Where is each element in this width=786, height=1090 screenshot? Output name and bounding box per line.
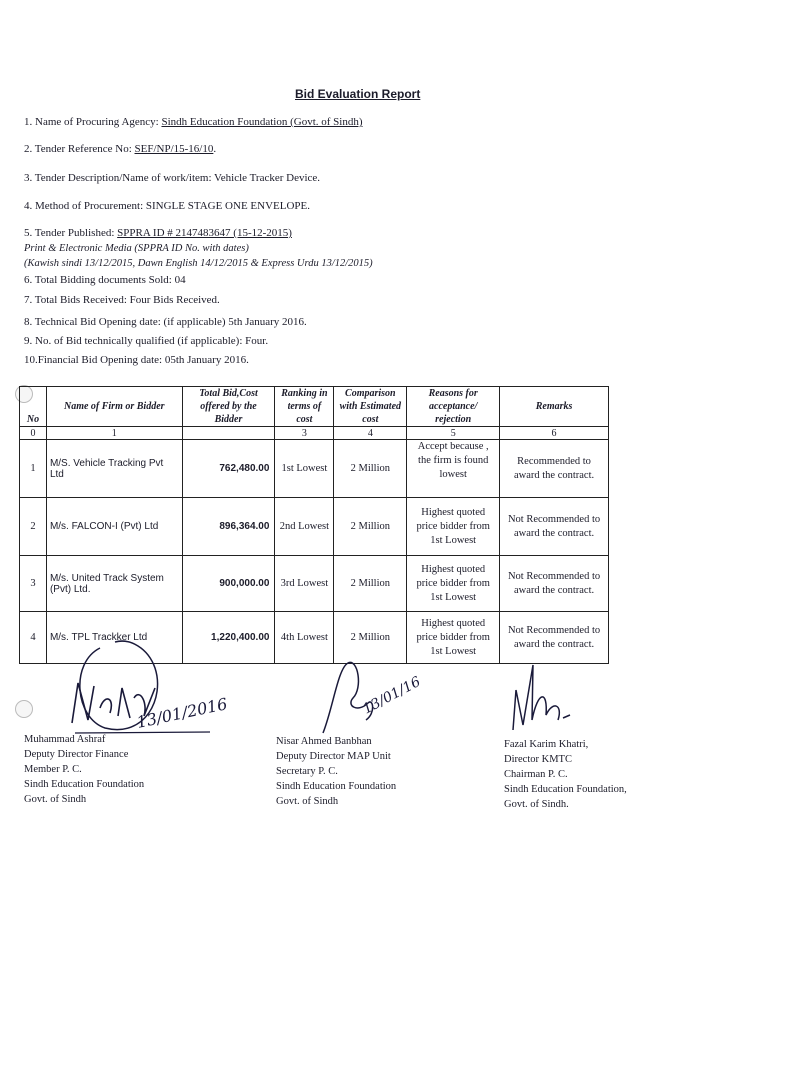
signatory-govt: Govt. of Sindh. [504,799,569,810]
item-technical-opening: 8. Technical Bid Opening date: (if applicable) 5th January 2016. [24,316,307,328]
column-number: 5 [407,427,500,440]
row-ranking: 1st Lowest [275,440,334,498]
header-reasons: Reasons for acceptance/ rejection [407,387,500,427]
signatory-role: Chairman P. C. [504,769,568,780]
item-tender-description: 3. Tender Description/Name of work/item: Vehicle Tracker Device. [24,172,321,184]
row-total-bid: 900,000.00 [182,556,275,612]
tender-reference-suffix: . [213,143,217,155]
procuring-agency-value: Sindh Education Foundation (Govt. of Sindh) [161,116,363,128]
row-ranking: 4th Lowest [275,612,334,664]
signatory-name: Muhammad Ashraf [24,734,106,745]
item-tender-published [24,227,292,239]
signatory-name: Fazal Karim Khatri, [504,739,589,750]
tender-published-value: SPPRA ID # 2147483647 (15-12-2015) [117,227,292,239]
signatory-role: Member P. C. [24,764,82,775]
procuring-agency-label: 1. Name of Procuring Agency: [24,116,159,128]
signatory-title: Deputy Director Finance [24,749,129,760]
tender-reference-value: SEF/NP/15-16/10 [134,143,214,155]
tender-reference-label: 2. Tender Reference No: [24,143,132,155]
header-comparison: Comparison with Estimated cost [334,387,407,427]
table-row [20,556,609,612]
signatory-title: Director KMTC [504,754,572,765]
item-bids-received: 7. Total Bids Received: Four Bids Received. [24,294,220,306]
row-no: 3 [20,556,47,612]
row-firm: M/s. United Track System (Pvt) Ltd. [46,556,182,612]
signatory-org: Sindh Education Foundation, [504,784,627,795]
row-comparison: 2 Million [334,440,407,498]
signatory-role: Secretary P. C. [276,766,338,777]
signatory-title: Deputy Director MAP Unit [276,751,391,762]
item-procurement-method: 4. Method of Procurement: SINGLE STAGE ONE ENVELOPE. [24,200,310,212]
row-no: 4 [20,612,47,664]
signature-nisar-ahmed [318,658,438,738]
signature-fazal-karim [508,660,588,735]
signatory-org: Sindh Education Foundation [276,781,397,792]
column-number: 6 [500,427,609,440]
signature-date: 13/01/16 [360,673,424,718]
row-total-bid: 896,364.00 [182,498,275,556]
column-number: 1 [46,427,182,440]
row-firm: M/s. FALCON-I (Pvt) Ltd [46,498,182,556]
table-header-row [20,387,609,427]
newspapers-line: (Kawish sindi 13/12/2015, Dawn English 14/12/2015 & Express Urdu 13/12/2015) [24,258,373,269]
table-row [20,498,609,556]
column-number: 4 [334,427,407,440]
row-firm: M/S. Vehicle Tracking Pvt Ltd [46,440,182,498]
column-number: 0 [20,427,47,440]
signatory-block-1 [24,732,144,807]
row-total-bid: 762,480.00 [182,440,275,498]
row-reason: Accept because , the firm is found lowest [407,440,500,498]
bid-evaluation-table [19,386,609,664]
row-remarks: Not Recommended to award the contract. [500,498,609,556]
signatory-block-2 [276,734,396,809]
item-documents-sold: 6. Total Bidding documents Sold: 04 [24,274,186,286]
row-reason: Highest quoted price bidder from 1st Lowest [407,498,500,556]
report-title: Bid Evaluation Report [295,87,421,101]
table-row [20,440,609,498]
header-ranking: Ranking in terms of cost [275,387,334,427]
row-comparison: 2 Million [334,556,407,612]
item-tender-reference [24,143,216,155]
signatory-govt: Govt. of Sindh [24,794,87,805]
header-remarks: Remarks [500,387,609,427]
row-remarks: Recommended to award the contract. [500,440,609,498]
header-firm: Name of Firm or Bidder [46,387,182,427]
item-financial-opening: 10.Financial Bid Opening date: 05th January 2016. [24,354,249,366]
row-comparison: 2 Million [334,498,407,556]
row-reason: Highest quoted price bidder from 1st Lowest [407,612,500,664]
signatory-block-3 [504,737,627,812]
signatory-govt: Govt. of Sindh [276,796,339,807]
row-remarks: Not Recommended to award the contract. [500,612,609,664]
signatory-org: Sindh Education Foundation [24,779,145,790]
row-total-bid: 1,220,400.00 [182,612,275,664]
header-no: No [20,387,47,427]
row-firm: M/s. TPL Trackker Ltd [46,612,182,664]
column-number-row [20,427,609,440]
item-procuring-agency [24,116,363,128]
row-comparison: 2 Million [334,612,407,664]
item-technically-qualified: 9. No. of Bid technically qualified (if applicable): Four. [24,335,269,347]
row-no: 2 [20,498,47,556]
column-number [182,427,275,440]
signatory-name: Nisar Ahmed Banbhan [276,736,372,747]
tender-published-label: 5. Tender Published: [24,227,115,239]
row-remarks: Not Recommended to award the contract. [500,556,609,612]
signature-date: 13/01/2016 [134,694,230,732]
header-total-bid: Total Bid,Cost offered by the Bidder [182,387,275,427]
row-ranking: 3rd Lowest [275,556,334,612]
row-no: 1 [20,440,47,498]
signature-muhammad-ashraf [60,628,230,738]
row-reason: Highest quoted price bidder from 1st Lowest [407,556,500,612]
punch-hole-bottom [15,700,33,718]
media-line: Print & Electronic Media (SPPRA ID No. with dates) [24,243,249,254]
row-ranking: 2nd Lowest [275,498,334,556]
column-number: 3 [275,427,334,440]
